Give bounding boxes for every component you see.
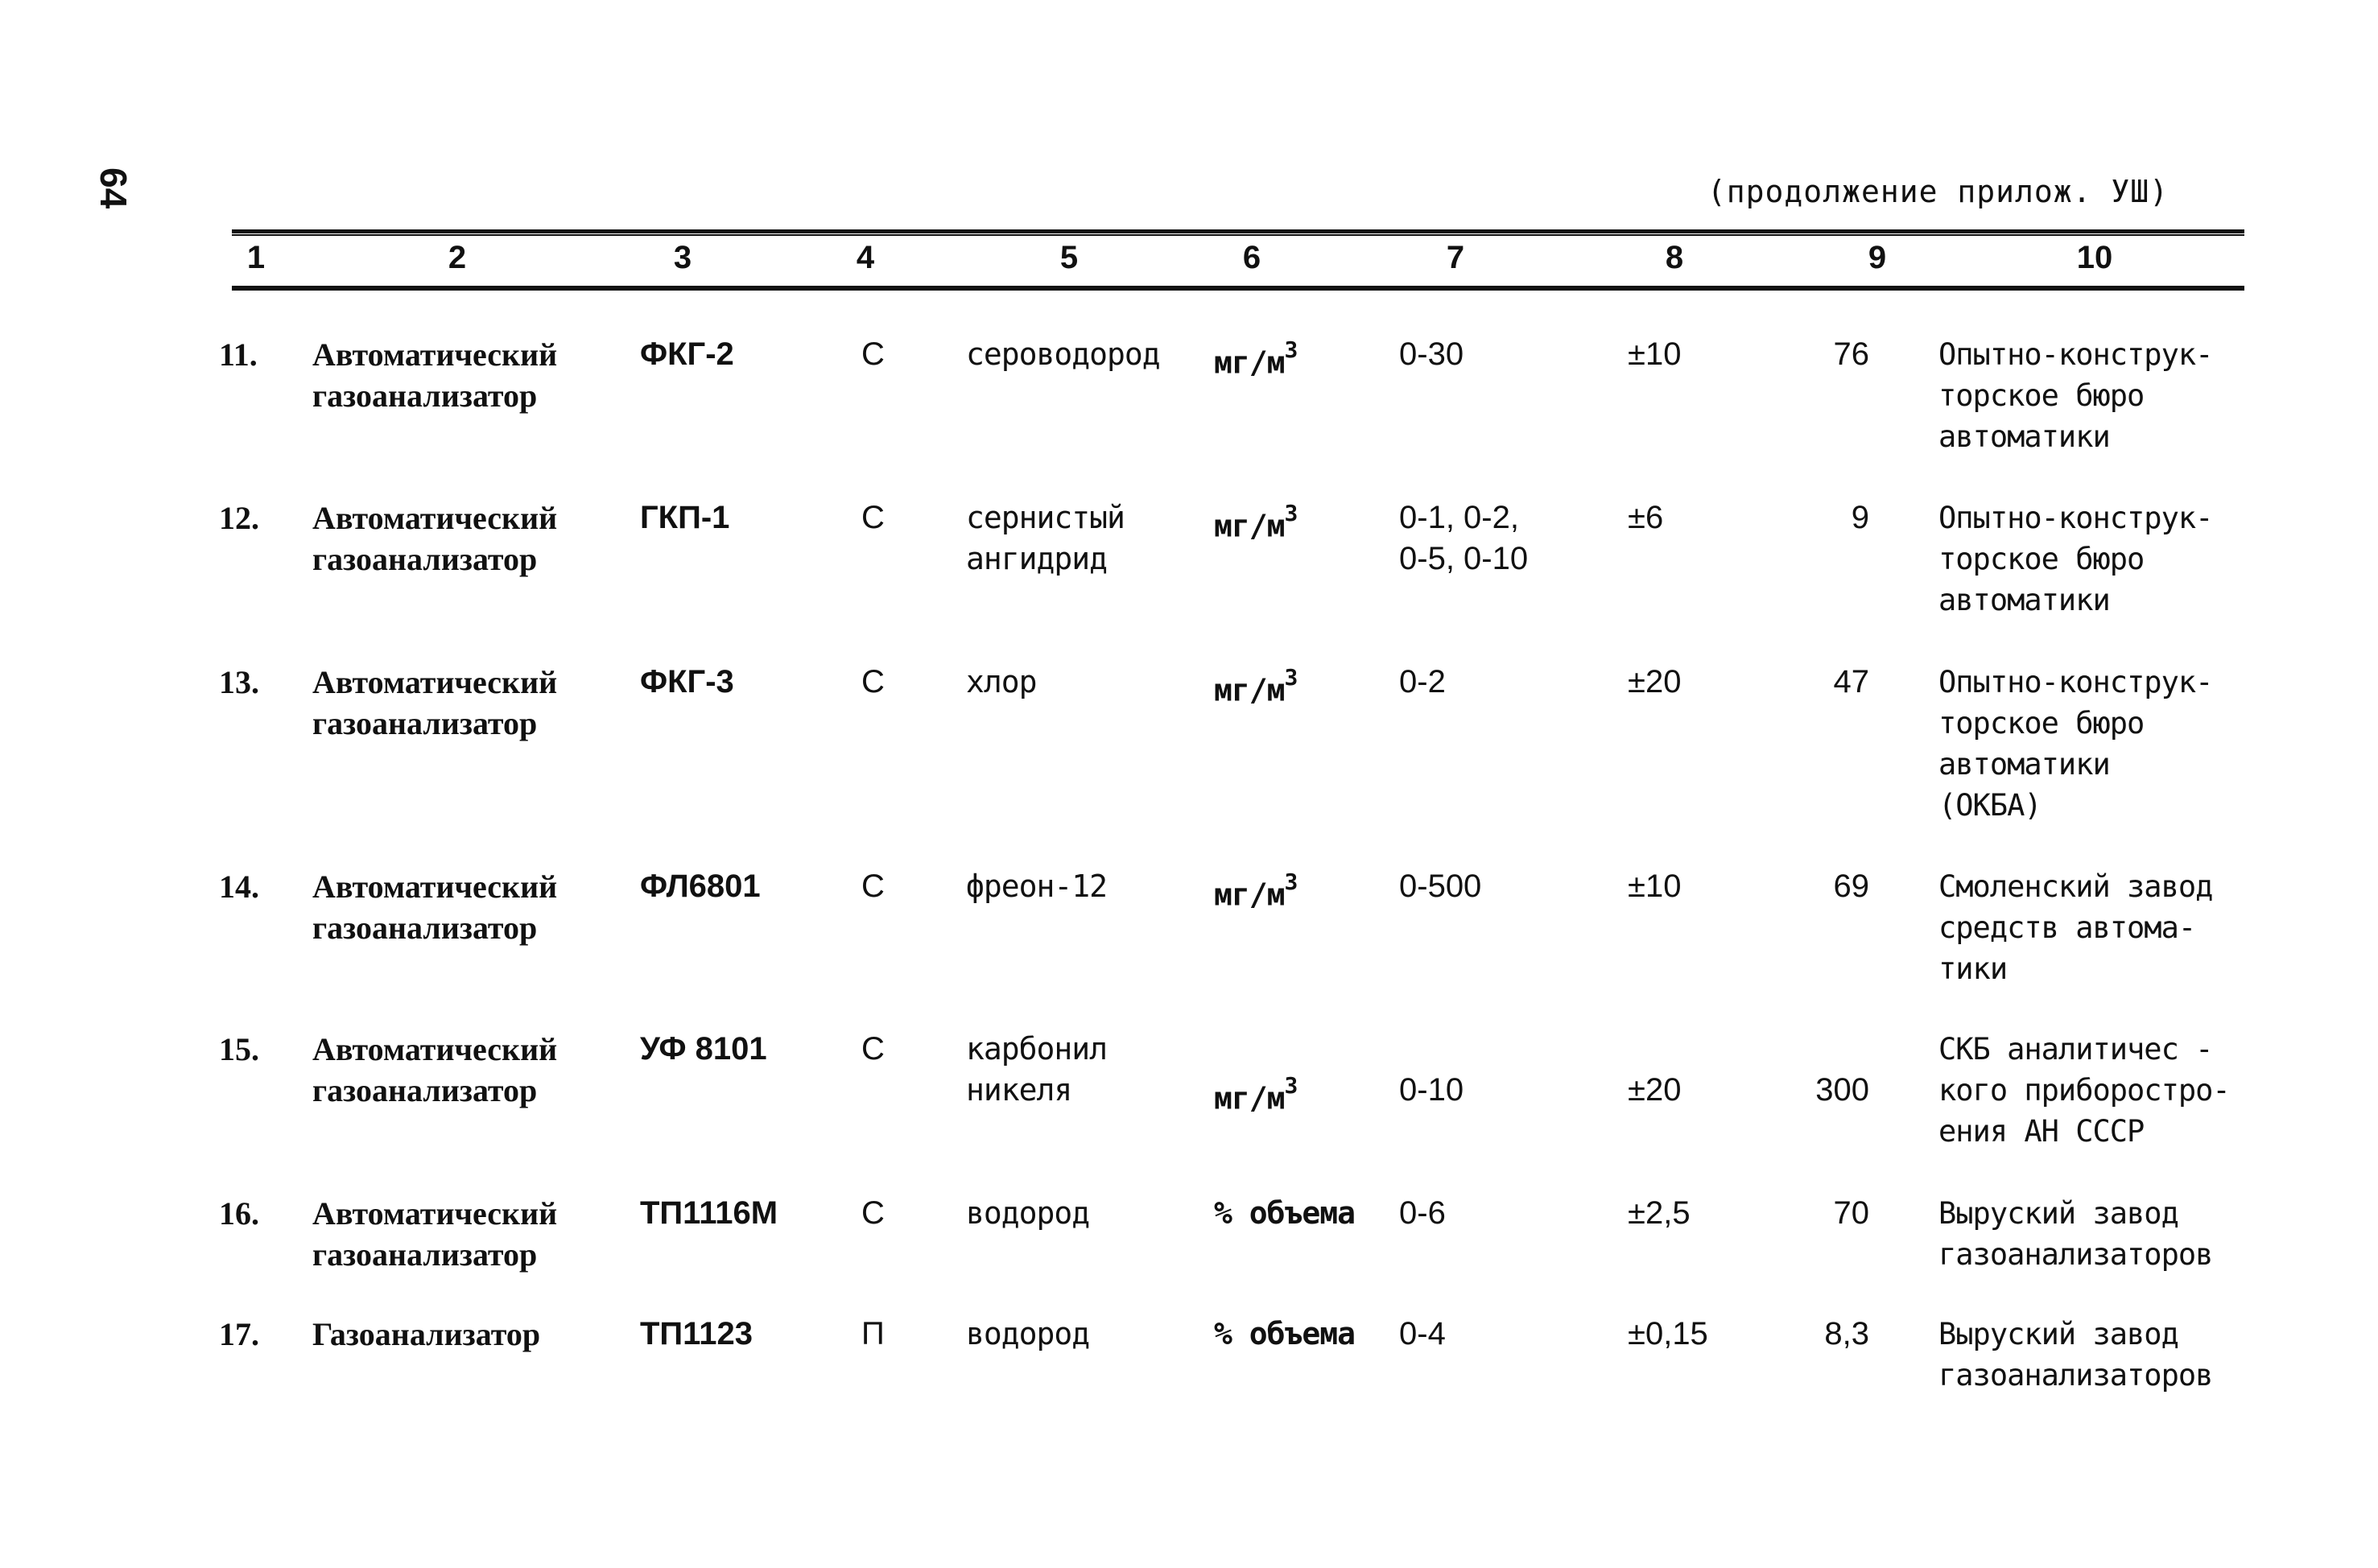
manufacturer: СКБ аналитичес - кого приборостро- ения АН СССР bbox=[1938, 1032, 2230, 1149]
measured-substance: сернистый ангидрид bbox=[966, 500, 1125, 576]
device-class: С bbox=[861, 500, 885, 535]
price: 47 bbox=[1833, 664, 1869, 699]
price: 300 bbox=[1815, 1072, 1869, 1108]
column-header-6: 6 bbox=[1242, 240, 1261, 275]
measurement-unit: $мг/м^3$ bbox=[1214, 664, 1298, 708]
measurement-error: ±10 bbox=[1628, 869, 1682, 904]
table-top-rule-thin bbox=[232, 234, 2244, 236]
price: 69 bbox=[1833, 869, 1869, 904]
measurement-range: 0-10 bbox=[1399, 1072, 1464, 1108]
column-header-8: 8 bbox=[1665, 240, 1684, 275]
measurement-unit: $мг/м^3$ bbox=[1214, 500, 1298, 544]
manufacturer: Выруский завод газоанализаторов bbox=[1938, 1317, 2213, 1393]
device-name: Автоматический газоанализатор bbox=[312, 500, 558, 577]
measurement-unit: % объема bbox=[1214, 1195, 1356, 1231]
column-header-3: 3 bbox=[673, 240, 692, 275]
device-model: УФ 8101 bbox=[640, 1031, 767, 1067]
column-header-5: 5 bbox=[1059, 240, 1079, 275]
manufacturer: Опытно-конструк- торское бюро автоматики bbox=[1938, 337, 2213, 454]
manufacturer: Смоленский завод средств автома- тики bbox=[1938, 869, 2213, 986]
row-number: 14. bbox=[219, 869, 259, 905]
price: 70 bbox=[1833, 1195, 1869, 1231]
measurement-range: 0-4 bbox=[1399, 1316, 1446, 1351]
continuation-note: (продолжение прилож. УШ) bbox=[1707, 174, 2169, 209]
measured-substance: водород bbox=[966, 1316, 1090, 1351]
device-name: Газоанализатор bbox=[312, 1316, 541, 1352]
device-name: Автоматический газоанализатор bbox=[312, 869, 558, 946]
device-name: Автоматический газоанализатор bbox=[312, 1031, 558, 1108]
device-class: С bbox=[861, 1031, 885, 1067]
device-model: ФКГ-3 bbox=[640, 664, 734, 699]
device-class: С bbox=[861, 869, 885, 904]
measurement-error: ±20 bbox=[1628, 1072, 1682, 1108]
measurement-error: ±0,15 bbox=[1628, 1316, 1708, 1351]
device-model: ГКП-1 bbox=[640, 500, 730, 535]
column-header-4: 4 bbox=[856, 240, 875, 275]
row-number: 12. bbox=[219, 500, 259, 536]
device-model: ТП1123 bbox=[640, 1316, 753, 1351]
device-name: Автоматический газоанализатор bbox=[312, 664, 558, 741]
measurement-range: 0-6 bbox=[1399, 1195, 1446, 1231]
row-number: 11. bbox=[219, 336, 258, 373]
column-header-1: 1 bbox=[246, 240, 266, 275]
device-name: Автоматический газоанализатор bbox=[312, 336, 558, 414]
device-name: Автоматический газоанализатор bbox=[312, 1195, 558, 1273]
table-top-rule bbox=[232, 229, 2244, 233]
measurement-unit: $мг/м^3$ bbox=[1214, 869, 1298, 913]
measurement-range: 0-500 bbox=[1399, 869, 1482, 904]
device-model: ФЛ6801 bbox=[640, 869, 761, 904]
row-number: 16. bbox=[219, 1195, 259, 1232]
measured-substance: сероводород bbox=[966, 336, 1160, 372]
manufacturer: Опытно-конструк- торское бюро автоматики (ОКБА) bbox=[1938, 665, 2213, 823]
row-number: 17. bbox=[219, 1316, 259, 1352]
device-class: П bbox=[861, 1316, 885, 1351]
measurement-unit: $мг/м^3$ bbox=[1214, 336, 1298, 381]
column-header-10: 10 bbox=[2076, 240, 2113, 275]
measured-substance: хлор bbox=[966, 664, 1037, 699]
measurement-range: 0-30 bbox=[1399, 336, 1464, 372]
price: 9 bbox=[1851, 500, 1869, 535]
measurement-error: ±6 bbox=[1628, 500, 1664, 535]
measured-substance: фреон-12 bbox=[966, 869, 1108, 904]
measured-substance: карбонил никеля bbox=[966, 1031, 1108, 1108]
measurement-error: ±20 bbox=[1628, 664, 1682, 699]
device-class: С bbox=[861, 664, 885, 699]
measured-substance: водород bbox=[966, 1195, 1090, 1231]
manufacturer: Опытно-конструк- торское бюро автоматики bbox=[1938, 501, 2213, 617]
table-header-bottom-rule bbox=[232, 286, 2244, 291]
measurement-range: 0-2 bbox=[1399, 664, 1446, 699]
price: 8,3 bbox=[1824, 1316, 1869, 1351]
device-model: ФКГ-2 bbox=[640, 336, 734, 372]
measurement-error: ±10 bbox=[1628, 336, 1682, 372]
column-header-7: 7 bbox=[1446, 240, 1465, 275]
device-model: ТП1116М bbox=[640, 1195, 778, 1231]
measurement-unit: $мг/м^3$ bbox=[1214, 1072, 1298, 1116]
column-header-2: 2 bbox=[448, 240, 467, 275]
measurement-error: ±2,5 bbox=[1628, 1195, 1691, 1231]
manufacturer: Выруский завод газоанализаторов bbox=[1938, 1196, 2213, 1272]
measurement-unit: % объема bbox=[1214, 1316, 1356, 1351]
measurement-range: 0-1, 0-2, 0-5, 0-10 bbox=[1399, 500, 1529, 576]
column-header-9: 9 bbox=[1868, 240, 1887, 275]
row-number: 15. bbox=[219, 1031, 259, 1067]
row-number: 13. bbox=[219, 664, 259, 700]
price: 76 bbox=[1833, 336, 1869, 372]
page-number: 64 bbox=[93, 167, 134, 209]
device-class: С bbox=[861, 1195, 885, 1231]
device-class: С bbox=[861, 336, 885, 372]
